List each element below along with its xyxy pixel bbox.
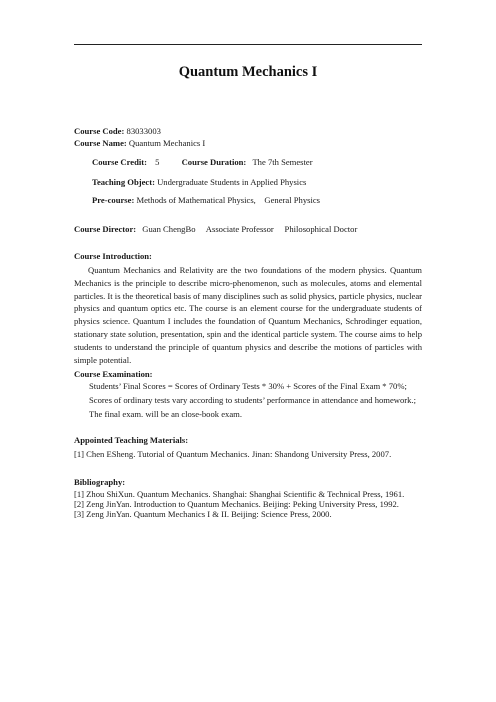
- precourse-row: Pre-course: Methods of Mathematical Physics, General Physics: [92, 195, 321, 205]
- course-code-row: Course Code: 83033003: [74, 126, 161, 136]
- course-code-label: Course Code: [74, 126, 122, 136]
- course-code-value: 83033003: [126, 126, 161, 136]
- teaching-object-label: Teaching Object: [92, 177, 153, 187]
- course-name-value: Quantum Mechanics I: [128, 138, 206, 148]
- bibliography-item: [2] Zeng JinYan. Introduction to Quantum Mechanics. Beijing: Peking University Press, 1992.: [74, 499, 399, 509]
- header-rule: [74, 44, 422, 45]
- introduction-text: Quantum Mechanics and Relativity are the two foundations of the modern physics. Quantum Mechanics is the principle to describe micro-phenomenon, such as molecules, atoms and elemental particles. It is the theoretical basis of many disciplines such as solid physics, particle physics, nuclear physics and quantum optics etc. The course is an element course for the undergraduate students of physics science. Quantum I includes the foundation of Quantum Mechanics, Schrodinger equation, stationary state solution, presentation, spin and the identical particle system. The course aims to help students to understand the principle of quantum physics and describe the motions of particles with simple potential.: [74, 265, 422, 365]
- credit-duration-row: Course Credit: 5 Course Duration: The 7th Semester: [92, 157, 313, 167]
- page-title: Quantum Mechanics I: [178, 64, 318, 80]
- director-value: Guan ChengBo Associate Professor Philosophical Doctor: [142, 224, 358, 234]
- materials-item: [1] Chen ESheng. Tutorial of Quantum Mechanics. Jinan: Shandong University Press, 2007.: [74, 449, 392, 459]
- examination-line: Students’ Final Scores = Scores of Ordinary Tests * 30% + Scores of the Final Exam * 70%;: [89, 381, 407, 391]
- course-name-label: Course Name: [74, 138, 124, 148]
- examination-heading: Course Examination:: [74, 369, 153, 379]
- director-label: Course Director: [74, 224, 134, 234]
- precourse-label: Pre-course: [92, 195, 132, 205]
- materials-heading: Appointed Teaching Materials:: [74, 435, 189, 445]
- introduction-heading: Course Introduction:: [74, 251, 152, 261]
- teaching-object-value: Undergraduate Students in Applied Physics: [157, 177, 307, 187]
- credit-value: 5: [155, 157, 160, 167]
- precourse-value: Methods of Mathematical Physics, General Physics: [136, 195, 321, 205]
- bibliography-item: [1] Zhou ShiXun. Quantum Mechanics. Shanghai: Shanghai Scientific & Technical Press, 1961.: [74, 489, 405, 499]
- teaching-object-row: Teaching Object: Undergraduate Students in Applied Physics: [92, 177, 307, 187]
- bibliography-heading: Bibliography:: [74, 477, 126, 487]
- duration-value: The 7th Semester: [252, 157, 313, 167]
- course-name-row: Course Name: Quantum Mechanics I: [74, 138, 206, 148]
- credit-label: Course Credit: [92, 157, 145, 167]
- duration-label: Course Duration: [181, 157, 244, 167]
- director-row: Course Director: Guan ChengBo Associate Professor Philosophical Doctor: [74, 224, 358, 234]
- examination-line: Scores of ordinary tests vary according to students’ performance in attendance and homework.;: [89, 395, 417, 405]
- examination-line: The final exam. will be an close-book exam.: [89, 409, 242, 419]
- bibliography-item: [3] Zeng JinYan. Quantum Mechanics I & II. Beijing: Science Press, 2000.: [74, 509, 332, 519]
